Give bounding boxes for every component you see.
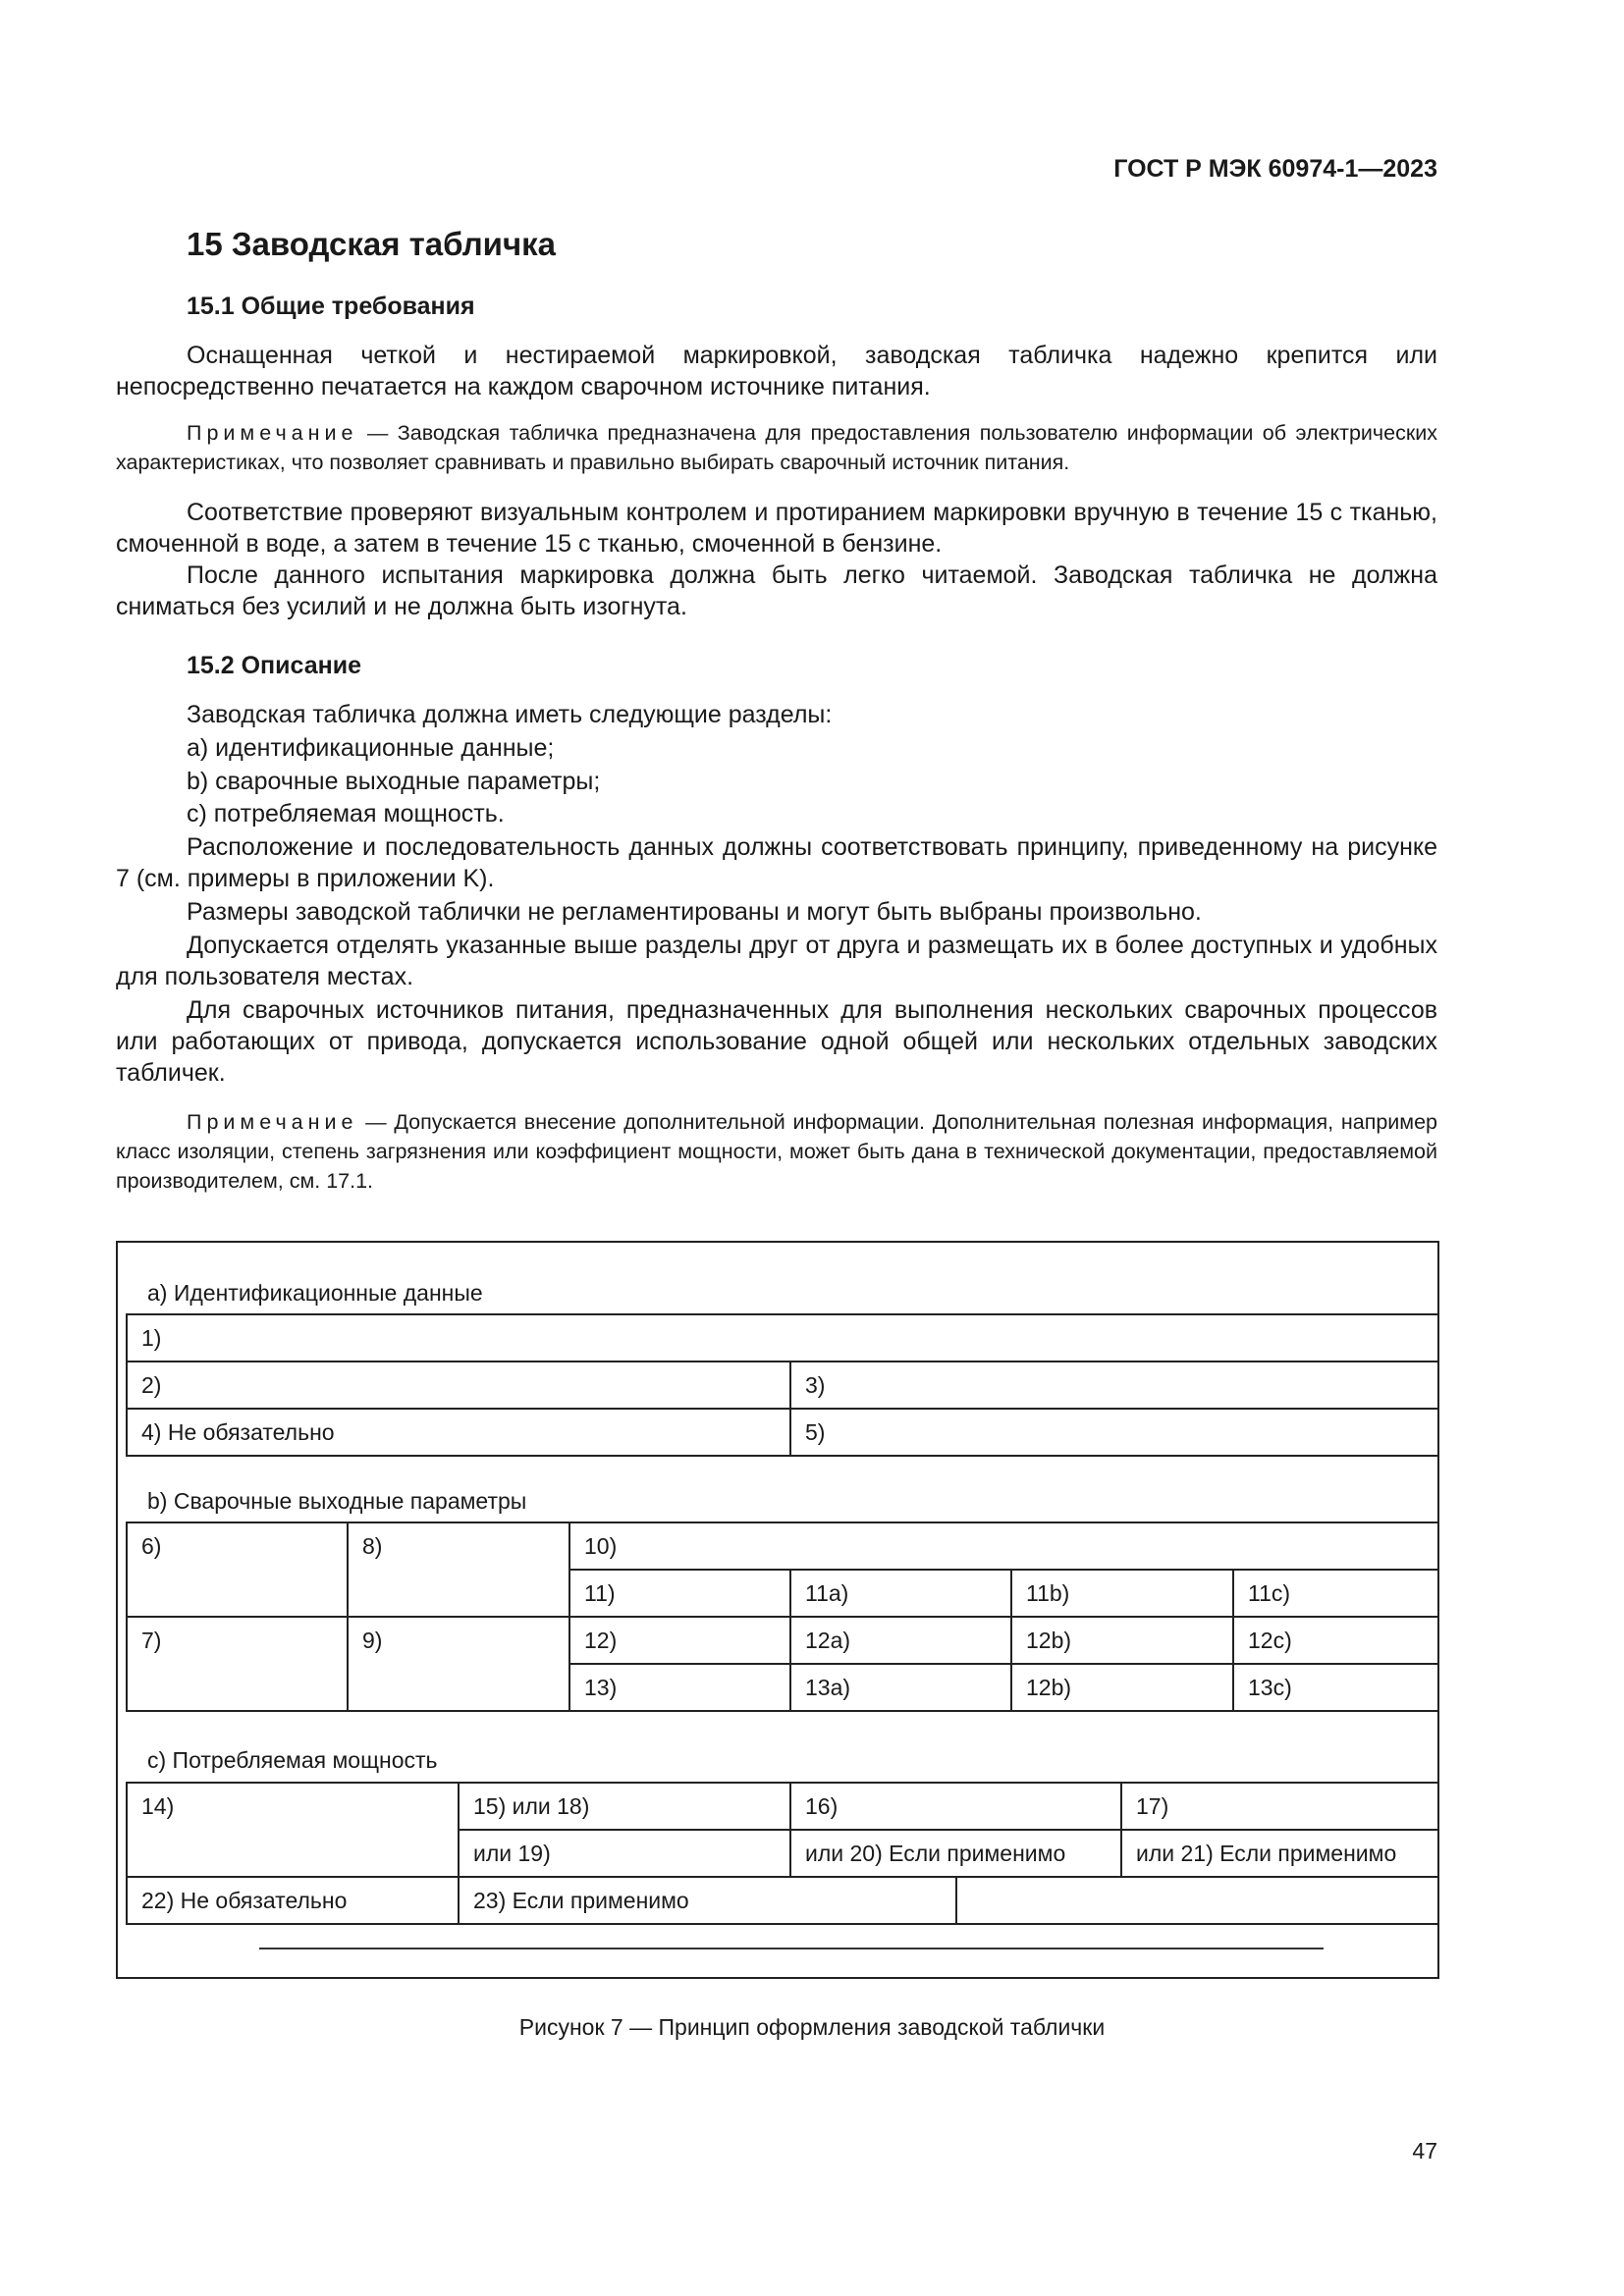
paragraph-general-2: Соответствие проверяют визуальным контролем и протиранием маркировки вручную в течение 15 с тканью, смоченной в воде, а затем в течение 15 с тканью, смоченной в бензине. xyxy=(116,499,1437,558)
list-item-c: c) потребляемая мощность. xyxy=(187,800,505,828)
field-11b: 11b) xyxy=(1011,1570,1233,1617)
paragraph-description-intro: Заводская табличка должна иметь следующие разделы: xyxy=(187,701,833,728)
field-1: 1) xyxy=(127,1314,1438,1362)
note-general: Примечание — Заводская табличка предназначена для предоставления пользователю информации об электрических характеристиках, что позволяет сравнивать и правильно выбирать сварочный источник питания. xyxy=(116,421,1437,474)
subsection-title-description: 15.2 Описание xyxy=(187,652,362,679)
field-2: 2) xyxy=(127,1362,790,1409)
field-9: 9) xyxy=(348,1617,569,1711)
field-11a: 11a) xyxy=(790,1570,1011,1617)
field-12c: 12c) xyxy=(1233,1617,1438,1664)
figure-section-c-label: c) Потребляемая мощность xyxy=(147,1747,438,1773)
field-23: 23) Если применимо xyxy=(459,1877,956,1924)
welding-output-table xyxy=(126,1522,1439,1712)
figure-rule xyxy=(259,1948,1324,1949)
note-label: Примечание xyxy=(187,421,358,445)
field-22: 22) Не обязательно xyxy=(127,1877,459,1924)
field-14: 14) xyxy=(127,1783,459,1877)
field-11c: 11c) xyxy=(1233,1570,1438,1617)
field-13c: 13c) xyxy=(1233,1664,1438,1711)
field-12a: 12a) xyxy=(790,1617,1011,1664)
figure-caption: Рисунок 7 — Принцип оформления заводской таблички xyxy=(518,2014,1106,2040)
field-empty xyxy=(956,1877,1438,1924)
field-3: 3) xyxy=(790,1362,1438,1409)
document-code: ГОСТ Р МЭК 60974-1—2023 xyxy=(1113,155,1437,183)
field-4: 4) Не обязательно xyxy=(127,1409,790,1456)
field-19: или 19) xyxy=(459,1830,790,1877)
field-21: или 21) Если применимо xyxy=(1121,1830,1438,1877)
paragraph-general-3: После данного испытания маркировка должна быть легко читаемой. Заводская табличка не должна сниматься без усилий и не должна быть изогнута. xyxy=(116,561,1437,620)
list-item-a: a) идентификационные данные; xyxy=(187,734,555,762)
paragraph-description-2: Размеры заводской таблички не регламентированы и могут быть выбраны произвольно. xyxy=(187,898,1202,926)
field-7: 7) xyxy=(127,1617,348,1711)
field-15-18: 15) или 18) xyxy=(459,1783,790,1830)
field-13: 13) xyxy=(569,1664,790,1711)
field-12: 12) xyxy=(569,1617,790,1664)
page-number: 47 xyxy=(1412,2138,1437,2163)
field-16: 16) xyxy=(790,1783,1121,1830)
paragraph-description-3: Допускается отделять указанные выше разделы друг от друга и размещать их в более доступных и удобных для пользователя местах. xyxy=(116,932,1437,990)
field-13b: 12b) xyxy=(1011,1664,1233,1711)
field-13a: 13a) xyxy=(790,1664,1011,1711)
paragraph-description-1: Расположение и последовательность данных должны соответствовать принципу, приведенному на рисунке 7 (см. примеры в приложении K). xyxy=(116,833,1437,892)
figure-section-b-label: b) Сварочные выходные параметры xyxy=(147,1488,527,1514)
subsection-title-general: 15.1 Общие требования xyxy=(187,293,475,320)
field-12b: 12b) xyxy=(1011,1617,1233,1664)
list-item-b: b) сварочные выходные параметры; xyxy=(187,768,601,795)
identification-table xyxy=(126,1313,1439,1457)
field-5: 5) xyxy=(790,1409,1438,1456)
paragraph-description-4: Для сварочных источников питания, предназначенных для выполнения нескольких сварочных процессов или работающих от привода, допускается использование одной общей или нескольких отдельных заводских табличек. xyxy=(116,996,1437,1087)
section-title: 15 Заводская табличка xyxy=(187,226,556,262)
note-label: Примечание xyxy=(187,1110,358,1134)
power-input-table xyxy=(126,1782,1439,1925)
field-8: 8) xyxy=(348,1522,569,1617)
paragraph-general-1: Оснащенная четкой и нестираемой маркировкой, заводская табличка надежно крепится или непосредственно печатается на каждом сварочном источнике питания. xyxy=(116,342,1437,400)
field-17: 17) xyxy=(1121,1783,1438,1830)
field-20: или 20) Если применимо xyxy=(790,1830,1121,1877)
figure-section-a-label: a) Идентификационные данные xyxy=(147,1280,483,1306)
field-10: 10) xyxy=(569,1522,1438,1570)
field-6: 6) xyxy=(127,1522,348,1617)
field-11: 11) xyxy=(569,1570,790,1617)
note-description: Примечание — Допускается внесение дополнительной информации. Дополнительная полезная информация, например класс изоляции, степень загрязнения или коэффициент мощности, может быть дана в технической документации, предоставляемой производителем, см. 17.1. xyxy=(116,1110,1437,1193)
